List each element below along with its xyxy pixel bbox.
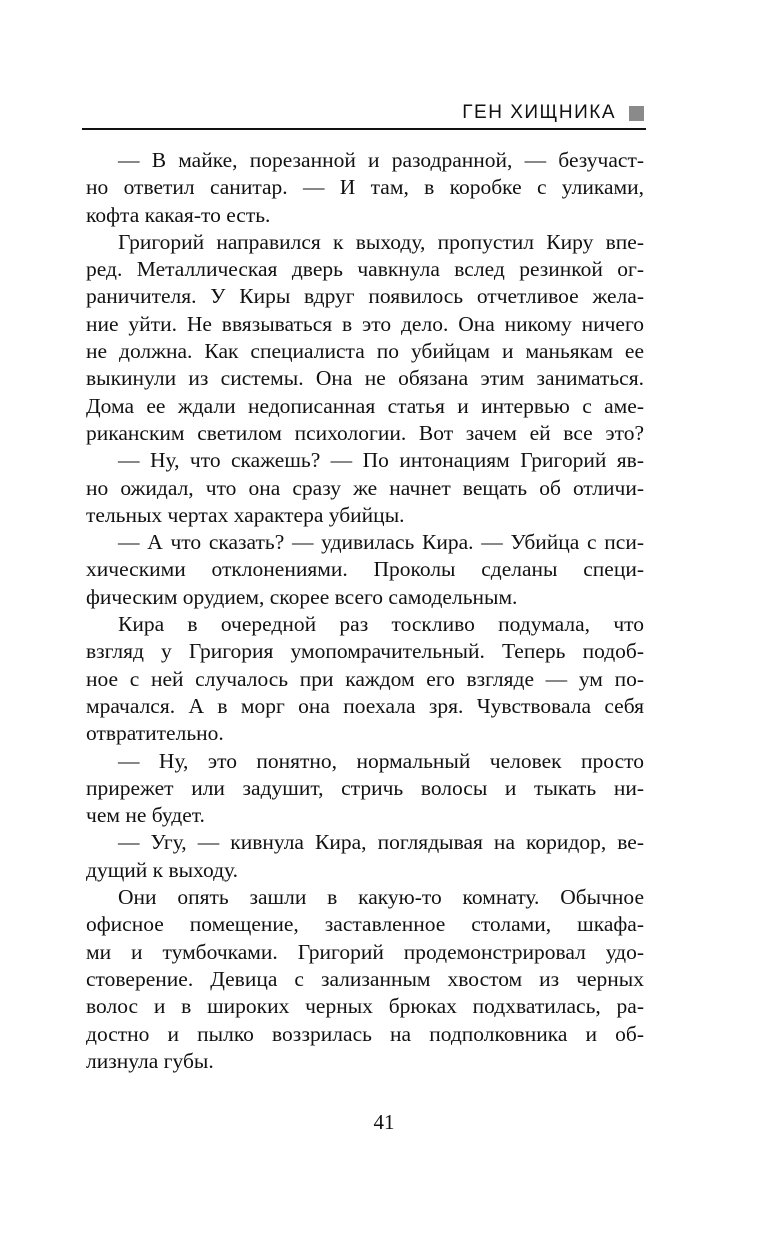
text-line: ние уйти. Не ввязываться в это дело. Она никому ничего [86,311,644,336]
text-line: — Угу, — кивнула Кира, поглядывая на коридор, ве- [118,830,644,855]
text-line: лизнула губы. [86,1048,214,1073]
text-line: ред. Металлическая дверь чавкнула вслед резинкой ог- [86,257,644,282]
page-number: 41 [373,1110,395,1134]
text-line: тельных чертах характера убийцы. [86,502,405,527]
text-line: кофта какая-то есть. [86,202,271,227]
text-line: Они опять зашли в какую-то комнату. Обычное [118,885,644,910]
text-line: Дома ее ждали недописанная статья и интервью с аме- [86,393,644,418]
text-line: прирежет или задушит, стричь волосы и тыкать ни- [86,775,644,800]
text-line: раничителя. У Киры вдруг появилось отчетливое жела- [86,284,644,309]
body-text [86,147,644,1075]
text-line: — В майке, порезанной и разодранной, — безучаст- [118,148,644,172]
text-line: но ответил санитар. — И там, в коробке с уликами, [86,175,644,200]
text-line: Кира в очередной раз тоскливо подумала, что [118,612,644,637]
text-line: мрачался. А в морг она поехала зря. Чувствовала себя [86,693,644,718]
running-header [82,100,646,130]
text-line: стоверение. Девица с зализанным хвостом из черных [86,966,644,991]
text-line: не должна. Как специалиста по убийцам и маньякам ее [86,339,644,364]
text-line: — Ну, что скажешь? — По интонациям Григорий яв- [118,448,644,473]
text-line: офисное помещение, заставленное столами, шкафа- [86,912,644,937]
text-line: отвратительно. [86,721,224,746]
text-line: дущий к выходу. [86,857,239,882]
text-line: ное с ней случалось при каждом его взгляде — ум по- [86,666,644,691]
square-ornament-icon [629,106,644,121]
text-line: риканским светилом психологии. Вот зачем ей все это? [86,420,644,445]
text-line: — Ну, это понятно, нормальный человек просто [118,748,644,773]
text-line: — А что сказать? — удивилась Кира. — Убийца с пси- [118,530,644,555]
text-line: ми и тумбочками. Григорий продемонстрировал удо- [86,939,644,964]
text-line: достно и пылко воззрилась на подполковника и об- [86,1021,644,1046]
text-line: чем не будет. [86,803,205,828]
text-line: Григорий направился к выходу, пропустил Киру впе- [118,229,644,254]
text-line: хическими отклонениями. Проколы сделаны специ- [86,557,644,582]
book-title: ГЕН ХИЩНИКА [462,102,616,123]
text-line: выкинули из системы. Она не обязана этим заниматься. [86,366,644,391]
text-line: взгляд у Григория умопомрачительный. Теперь подоб- [86,639,644,664]
text-line: волос и в широких черных брюках подхватилась, ра- [86,994,644,1019]
text-line: но ожидал, что она сразу же начнет вещать об отличи- [86,475,644,500]
text-line: фическим орудием, скорее всего самодельным. [86,584,518,609]
